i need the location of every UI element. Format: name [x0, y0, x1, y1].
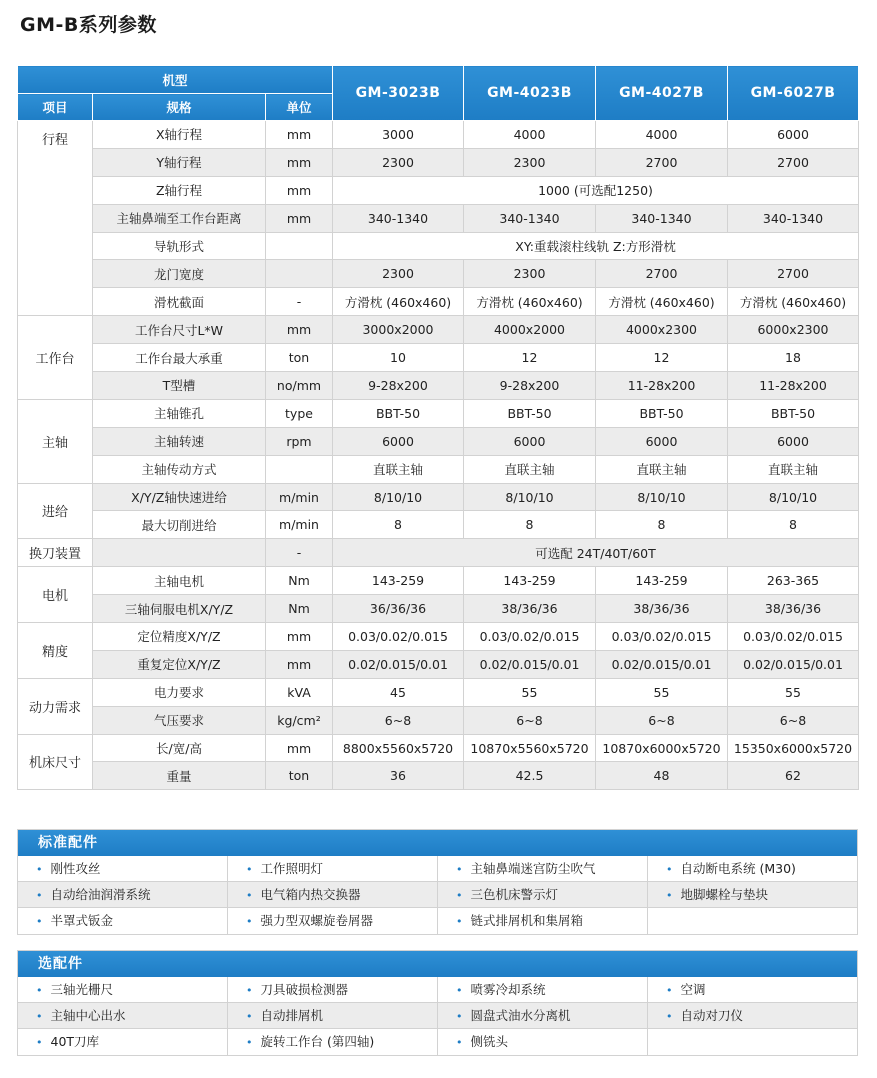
accessory-item	[228, 1003, 438, 1029]
spec-cell	[93, 539, 266, 567]
accessory-label: 主轴鼻端迷宫防尘吹气	[470, 861, 596, 876]
bullet-icon: •	[246, 863, 253, 876]
spec-header: 规格	[93, 94, 266, 121]
unit-cell: mm	[266, 623, 333, 651]
accessory-item	[648, 977, 857, 1003]
table-row	[18, 483, 859, 511]
table-row	[18, 232, 859, 260]
value-cell: 8	[596, 511, 728, 539]
page-title: GM-B系列参数	[20, 14, 157, 36]
spec-cell: 主轴鼻端至工作台距离	[93, 204, 266, 232]
bullet-icon: •	[36, 889, 43, 902]
value-cell: 9-28x200	[464, 372, 596, 400]
table-row	[18, 539, 859, 567]
value-cell: 55	[464, 678, 596, 706]
bullet-icon: •	[246, 915, 253, 928]
value-cell: 8/10/10	[596, 483, 728, 511]
optional-accessories-section	[17, 950, 858, 1056]
value-cell: 340-1340	[728, 204, 859, 232]
value-cell: 6000	[728, 121, 859, 149]
value-cell: 143-259	[464, 567, 596, 595]
table-row	[18, 623, 859, 651]
value-cell: 45	[333, 678, 464, 706]
bullet-icon: •	[36, 1010, 43, 1023]
accessory-item	[18, 856, 228, 882]
spec-cell: 三轴伺服电机X/Y/Z	[93, 595, 266, 623]
accessory-item	[228, 977, 438, 1003]
unit-cell: mm	[266, 121, 333, 149]
spec-cell: 主轴电机	[93, 567, 266, 595]
table-row	[18, 734, 859, 762]
value-cell: 2700	[728, 260, 859, 288]
spec-cell: 工作台尺寸L*W	[93, 316, 266, 344]
value-cell: 3000x2000	[333, 316, 464, 344]
value-cell: 2300	[464, 148, 596, 176]
bullet-icon: •	[666, 889, 673, 902]
spec-cell: 气压要求	[93, 706, 266, 734]
accessory-label: 喷雾冷却系统	[470, 982, 546, 997]
accessory-label: 地脚螺栓与垫块	[680, 887, 769, 902]
value-cell: 方滑枕 (460x460)	[728, 288, 859, 316]
unit-cell: kg/cm²	[266, 706, 333, 734]
value-cell: BBT-50	[464, 399, 596, 427]
value-cell: 4000	[464, 121, 596, 149]
value-cell: 8/10/10	[333, 483, 464, 511]
table-row	[18, 316, 859, 344]
value-cell: 10870x5560x5720	[464, 734, 596, 762]
accessory-item	[648, 882, 857, 908]
accessory-label: 自动断电系统 (M30)	[680, 861, 796, 876]
table-row	[18, 344, 859, 372]
table-row	[18, 455, 859, 483]
standard-accessories-grid	[18, 856, 857, 934]
accessory-item	[648, 856, 857, 882]
accessory-item	[438, 1029, 648, 1055]
spec-cell: Z轴行程	[93, 176, 266, 204]
accessory-item	[18, 1029, 228, 1055]
value-cell: 18	[728, 344, 859, 372]
accessory-item	[438, 908, 648, 934]
value-cell: 8/10/10	[464, 483, 596, 511]
accessory-item	[648, 908, 857, 934]
spec-cell: 电力要求	[93, 678, 266, 706]
bullet-icon: •	[456, 915, 463, 928]
unit-header: 单位	[266, 94, 333, 121]
model-header: GM-6027B	[728, 66, 859, 121]
accessory-label: 强力型双螺旋卷屑器	[260, 913, 374, 928]
accessory-label: 旋转工作台 (第四轴)	[260, 1034, 375, 1049]
unit-cell: mm	[266, 148, 333, 176]
value-cell: 0.03/0.02/0.015	[728, 623, 859, 651]
bullet-icon: •	[36, 1036, 43, 1049]
unit-cell: rpm	[266, 427, 333, 455]
value-cell: 2300	[333, 148, 464, 176]
unit-cell: -	[266, 539, 333, 567]
group-label: 行程	[18, 121, 93, 316]
spec-cell: 龙门宽度	[93, 260, 266, 288]
unit-cell: no/mm	[266, 372, 333, 400]
value-cell: 0.02/0.015/0.01	[464, 650, 596, 678]
value-cell: 55	[728, 678, 859, 706]
accessory-item	[438, 856, 648, 882]
value-cell: 62	[728, 762, 859, 790]
value-cell: 方滑枕 (460x460)	[596, 288, 728, 316]
group-label: 工作台	[18, 316, 93, 400]
value-cell: 6~8	[464, 706, 596, 734]
value-cell: BBT-50	[596, 399, 728, 427]
table-row	[18, 399, 859, 427]
accessory-label: 圆盘式油水分离机	[470, 1008, 571, 1023]
value-cell: 6~8	[333, 706, 464, 734]
accessory-item	[18, 882, 228, 908]
value-cell: 2700	[596, 148, 728, 176]
machine-type-header: 机型	[18, 66, 333, 94]
accessory-item	[438, 882, 648, 908]
spec-cell: 最大切削进给	[93, 511, 266, 539]
table-row	[18, 706, 859, 734]
bullet-icon: •	[246, 889, 253, 902]
value-cell: 可选配 24T/40T/60T	[333, 539, 859, 567]
table-row	[18, 176, 859, 204]
bullet-icon: •	[666, 863, 673, 876]
value-cell: 12	[596, 344, 728, 372]
accessory-label: 自动排屑机	[260, 1008, 324, 1023]
value-cell: 3000	[333, 121, 464, 149]
spec-cell: Y轴行程	[93, 148, 266, 176]
model-header: GM-4027B	[596, 66, 728, 121]
bullet-icon: •	[666, 1010, 673, 1023]
value-cell: 6~8	[728, 706, 859, 734]
accessory-item	[438, 1003, 648, 1029]
spec-cell: 重量	[93, 762, 266, 790]
unit-cell: mm	[266, 734, 333, 762]
spec-cell: 滑枕截面	[93, 288, 266, 316]
value-cell: 38/36/36	[596, 595, 728, 623]
accessory-label: 空调	[680, 982, 706, 997]
unit-cell: Nm	[266, 567, 333, 595]
group-label: 机床尺寸	[18, 734, 93, 790]
value-cell: 340-1340	[596, 204, 728, 232]
table-row	[18, 511, 859, 539]
optional-accessories-grid	[18, 977, 857, 1055]
accessory-item	[228, 882, 438, 908]
accessory-label: 电气箱内热交换器	[260, 887, 361, 902]
accessory-item	[648, 1029, 857, 1055]
value-cell: 340-1340	[464, 204, 596, 232]
value-cell: 6000	[728, 427, 859, 455]
value-cell: 4000	[596, 121, 728, 149]
table-row	[18, 650, 859, 678]
accessory-item	[228, 908, 438, 934]
value-cell: 143-259	[333, 567, 464, 595]
value-cell: 15350x6000x5720	[728, 734, 859, 762]
value-cell: 6000	[333, 427, 464, 455]
value-cell: 0.02/0.015/0.01	[596, 650, 728, 678]
spec-table-body	[18, 121, 859, 790]
model-header: GM-4023B	[464, 66, 596, 121]
value-cell: 直联主轴	[596, 455, 728, 483]
accessory-item	[228, 1029, 438, 1055]
unit-cell: Nm	[266, 595, 333, 623]
table-row	[18, 567, 859, 595]
value-cell: 0.03/0.02/0.015	[596, 623, 728, 651]
value-cell: 36/36/36	[333, 595, 464, 623]
value-cell: 2300	[464, 260, 596, 288]
group-label: 精度	[18, 623, 93, 679]
value-cell: 0.02/0.015/0.01	[728, 650, 859, 678]
unit-cell: ton	[266, 344, 333, 372]
unit-cell	[266, 232, 333, 260]
accessory-label: 主轴中心出水	[50, 1008, 126, 1023]
unit-cell: m/min	[266, 483, 333, 511]
table-row	[18, 204, 859, 232]
value-cell: 6000	[464, 427, 596, 455]
value-cell: 直联主轴	[464, 455, 596, 483]
value-cell: 0.03/0.02/0.015	[464, 623, 596, 651]
value-cell: 36	[333, 762, 464, 790]
bullet-icon: •	[36, 915, 43, 928]
accessory-item	[438, 977, 648, 1003]
spec-cell: X/Y/Z轴快速进给	[93, 483, 266, 511]
value-cell: 0.03/0.02/0.015	[333, 623, 464, 651]
value-cell: 4000x2000	[464, 316, 596, 344]
accessory-label: 侧铣头	[470, 1034, 509, 1049]
unit-cell: mm	[266, 650, 333, 678]
table-row	[18, 121, 859, 149]
value-cell: 10870x6000x5720	[596, 734, 728, 762]
bullet-icon: •	[456, 1010, 463, 1023]
unit-cell: ton	[266, 762, 333, 790]
value-cell: 340-1340	[333, 204, 464, 232]
accessory-label: 自动对刀仪	[680, 1008, 744, 1023]
group-label: 电机	[18, 567, 93, 623]
table-row	[18, 427, 859, 455]
unit-cell: m/min	[266, 511, 333, 539]
item-header: 项目	[18, 94, 93, 121]
unit-cell	[266, 455, 333, 483]
optional-accessories-title: 选配件	[18, 951, 857, 977]
value-cell: 263-365	[728, 567, 859, 595]
table-row	[18, 148, 859, 176]
spec-cell: 主轴锥孔	[93, 399, 266, 427]
value-cell: 10	[333, 344, 464, 372]
bullet-icon: •	[246, 1036, 253, 1049]
spec-cell: 长/宽/高	[93, 734, 266, 762]
bullet-icon: •	[456, 889, 463, 902]
accessory-label: 自动给油润滑系统	[50, 887, 151, 902]
standard-accessories-section	[17, 829, 858, 935]
accessory-label: 三色机床警示灯	[470, 887, 559, 902]
accessory-item	[648, 1003, 857, 1029]
group-label: 主轴	[18, 399, 93, 483]
bullet-icon: •	[456, 984, 463, 997]
bullet-icon: •	[36, 984, 43, 997]
value-cell: BBT-50	[728, 399, 859, 427]
unit-cell: mm	[266, 316, 333, 344]
bullet-icon: •	[456, 1036, 463, 1049]
unit-cell: type	[266, 399, 333, 427]
value-cell: 38/36/36	[464, 595, 596, 623]
standard-accessories-title: 标准配件	[18, 830, 857, 856]
spec-cell: 定位精度X/Y/Z	[93, 623, 266, 651]
spec-cell: 主轴转速	[93, 427, 266, 455]
group-label: 进给	[18, 483, 93, 539]
value-cell: 9-28x200	[333, 372, 464, 400]
table-row	[18, 762, 859, 790]
table-row	[18, 372, 859, 400]
value-cell: 4000x2300	[596, 316, 728, 344]
table-row	[18, 288, 859, 316]
value-cell: 8	[464, 511, 596, 539]
spec-cell: 导轨形式	[93, 232, 266, 260]
value-cell: 48	[596, 762, 728, 790]
accessory-label: 三轴光栅尺	[50, 982, 114, 997]
value-cell: 2700	[728, 148, 859, 176]
value-cell: 12	[464, 344, 596, 372]
value-cell: 6000x2300	[728, 316, 859, 344]
value-cell: 0.02/0.015/0.01	[333, 650, 464, 678]
unit-cell: kVA	[266, 678, 333, 706]
value-cell: 143-259	[596, 567, 728, 595]
unit-cell	[266, 260, 333, 288]
value-cell: 6000	[596, 427, 728, 455]
unit-cell: mm	[266, 204, 333, 232]
value-cell: 方滑枕 (460x460)	[333, 288, 464, 316]
value-cell: 11-28x200	[596, 372, 728, 400]
value-cell: XY:重载滚柱线轨 Z:方形滑枕	[333, 232, 859, 260]
accessory-item	[228, 856, 438, 882]
value-cell: 6~8	[596, 706, 728, 734]
value-cell: 1000 (可选配1250)	[333, 176, 859, 204]
value-cell: 11-28x200	[728, 372, 859, 400]
accessory-label: 刀具破损检测器	[260, 982, 349, 997]
bullet-icon: •	[456, 863, 463, 876]
value-cell: 8800x5560x5720	[333, 734, 464, 762]
accessory-label: 40T刀库	[50, 1034, 100, 1049]
accessory-item	[18, 908, 228, 934]
value-cell: 直联主轴	[333, 455, 464, 483]
value-cell: 8/10/10	[728, 483, 859, 511]
value-cell: 8	[333, 511, 464, 539]
accessory-label: 半罩式钣金	[50, 913, 114, 928]
unit-cell: -	[266, 288, 333, 316]
value-cell: 2300	[333, 260, 464, 288]
value-cell: 2700	[596, 260, 728, 288]
group-label: 动力需求	[18, 678, 93, 734]
model-header: GM-3023B	[333, 66, 464, 121]
value-cell: 8	[728, 511, 859, 539]
value-cell: 直联主轴	[728, 455, 859, 483]
accessory-label: 链式排屑机和集屑箱	[470, 913, 584, 928]
table-row	[18, 678, 859, 706]
accessory-item	[18, 1003, 228, 1029]
value-cell: 42.5	[464, 762, 596, 790]
bullet-icon: •	[666, 984, 673, 997]
value-cell: 55	[596, 678, 728, 706]
accessory-item	[18, 977, 228, 1003]
bullet-icon: •	[246, 984, 253, 997]
spec-table	[17, 65, 859, 790]
accessory-label: 刚性攻丝	[50, 861, 101, 876]
bullet-icon: •	[246, 1010, 253, 1023]
spec-cell: T型槽	[93, 372, 266, 400]
group-label: 换刀装置	[18, 539, 93, 567]
value-cell: 38/36/36	[728, 595, 859, 623]
spec-cell: 重复定位X/Y/Z	[93, 650, 266, 678]
value-cell: 方滑枕 (460x460)	[464, 288, 596, 316]
table-row	[18, 595, 859, 623]
accessory-label: 工作照明灯	[260, 861, 324, 876]
spec-cell: X轴行程	[93, 121, 266, 149]
bullet-icon: •	[36, 863, 43, 876]
value-cell: BBT-50	[333, 399, 464, 427]
spec-cell: 工作台最大承重	[93, 344, 266, 372]
spec-cell: 主轴传动方式	[93, 455, 266, 483]
table-row	[18, 260, 859, 288]
unit-cell: mm	[266, 176, 333, 204]
